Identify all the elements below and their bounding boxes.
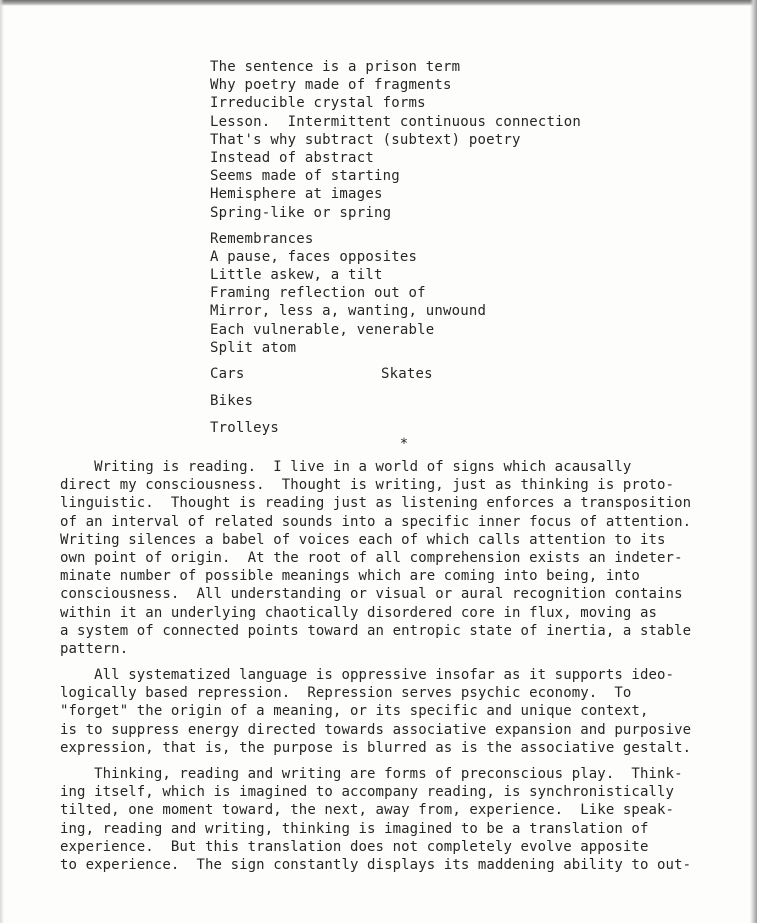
poem xyxy=(210,58,670,438)
stanza-gap xyxy=(210,357,670,365)
poem-line: Hemisphere at images xyxy=(210,186,383,203)
essay-line: All systematized language is oppressive insofar as it supports ideo- xyxy=(60,667,675,684)
poem-stanza-2 xyxy=(210,230,670,357)
essay-line: "forget" the origin of a meaning, or its specific and unique context, xyxy=(60,703,649,720)
poem-line: Each vulnerable, venerable xyxy=(210,321,435,338)
poem-line: Remembrances xyxy=(210,230,314,247)
essay-line: Writing silences a babel of voices each of which calls attention to its xyxy=(60,531,666,548)
word-gap xyxy=(210,410,670,419)
poem-line: Irreducible crystal forms xyxy=(210,95,426,112)
essay-line: a system of connected points toward an entropic state of inertia, a stable xyxy=(60,622,692,639)
page-right-shadow xyxy=(750,0,757,923)
poem-line: Mirror, less a, wanting, unwound xyxy=(210,303,487,320)
poem-word-pair xyxy=(210,365,670,383)
poem-line: Little askew, a tilt xyxy=(210,267,383,284)
word-gap xyxy=(210,383,670,392)
essay-line: minate number of possible meanings which are coming into being, into xyxy=(60,568,640,585)
poem-stanza-1 xyxy=(210,58,670,222)
essay-line: direct my consciousness. Thought is writing, just as thinking is proto- xyxy=(60,477,675,494)
essay-line: tilted, one moment toward, the next, away from, experience. Like speak- xyxy=(60,802,675,819)
essay xyxy=(60,458,730,874)
poem-line: Instead of abstract xyxy=(210,149,374,166)
poem-line: Spring-like or spring xyxy=(210,204,392,221)
page-top-shadow xyxy=(0,0,757,6)
poem-line: Split atom xyxy=(210,339,297,356)
essay-line: expression, that is, the purpose is blurred as is the associative gestalt. xyxy=(60,739,692,756)
essay-line: ing, reading and writing, thinking is imagined to be a translation of xyxy=(60,820,649,837)
essay-line: ing itself, which is imagined to accompany reading, is synchronistically xyxy=(60,784,675,801)
poem-word-bikes: Bikes xyxy=(210,393,254,410)
essay-line: linguistic. Thought is reading just as listening enforces a transposition xyxy=(60,495,692,512)
essay-line: consciousness. All understanding or visual or aural recognition contains xyxy=(60,586,683,603)
poem-line: Why poetry made of fragments xyxy=(210,77,452,94)
poem-word-skates: Skates xyxy=(381,366,433,382)
stanza-gap xyxy=(210,222,670,230)
poem-word-trolleys: Trolleys xyxy=(210,420,280,437)
poem-line: That's why subtract (subtext) poetry xyxy=(210,131,521,148)
poem-line: The sentence is a prison term xyxy=(210,59,461,75)
essay-paragraph-3 xyxy=(60,765,730,874)
essay-line: Thinking, reading and writing are forms of preconscious play. Think- xyxy=(60,766,683,782)
essay-line: within it an underlying chaotically disordered core in flux, moving as xyxy=(60,604,658,621)
essay-line: logically based repression. Repression serves psychic economy. To xyxy=(60,685,632,702)
essay-line: own point of origin. At the root of all comprehension exists an indeter- xyxy=(60,549,683,566)
essay-line: pattern. xyxy=(60,640,129,657)
essay-line: is to suppress energy directed towards associative expansion and purposive xyxy=(60,721,692,738)
essay-line: Writing is reading. I live in a world of signs which acausally xyxy=(60,459,632,475)
poem-line: Seems made of starting xyxy=(210,168,400,185)
poem-line: A pause, faces opposites xyxy=(210,248,418,265)
page-left-edge xyxy=(0,0,4,923)
poem-line: Framing reflection out of xyxy=(210,285,426,302)
essay-line: to experience. The sign constantly displays its maddening ability to out- xyxy=(60,856,692,873)
essay-paragraph-1 xyxy=(60,458,730,658)
poem-word-cars: Cars xyxy=(210,366,245,382)
section-separator-asterisk: * xyxy=(399,436,409,452)
essay-line: of an interval of related sounds into a specific inner focus of attention. xyxy=(60,513,692,530)
essay-line: experience. But this translation does not completely evolve apposite xyxy=(60,838,649,855)
essay-paragraph-2 xyxy=(60,666,730,757)
poem-line: Lesson. Intermittent continuous connection xyxy=(210,113,582,130)
